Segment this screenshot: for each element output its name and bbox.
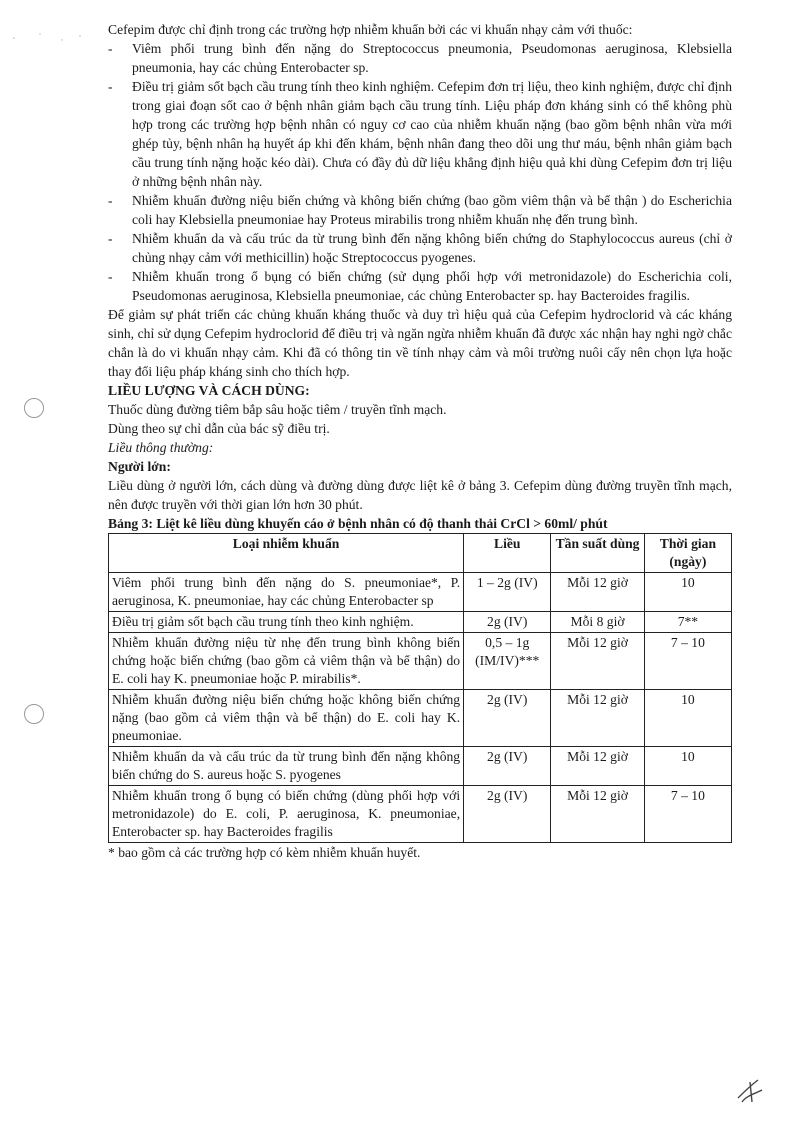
resistance-paragraph: Để giảm sự phát triển các chủng khuẩn kháng thuốc và duy trì hiệu quả của Cefepim hydroclorid và các kháng sinh, chỉ sử dụng Cefepim hydroclorid để điều trị và ngăn ngừa nhiễm khuẩn đã được xác nhận hay nghi ngờ chắc chắn là do vi khuẩn nhạy cảm. Khi đã có thông tin về tính nhạy cảm và môi trường nuôi cấy nên chọn lựa hoặc thay đổi liệu pháp kháng sinh cho thích hợp. [108,307,732,379]
usual-dose-label: Liều thông thường: [108,440,214,455]
punch-hole-icon [24,398,44,418]
table-footnote: * bao gồm cả các trường hợp có kèm nhiễm khuẩn huyết. [108,845,421,860]
table-row: Điều trị giảm sốt bạch cầu trung tính theo kinh nghiệm. 2g (IV) Mỗi 8 giờ 7** [109,612,732,633]
table-row: Nhiễm khuẩn đường niệu từ nhẹ đến trung bình không biến chứng hoặc biến chứng (bao gồm cả viêm thận và bể thận) do E. coli hay K. pneumoniae hoặc P. mirabilis*. 0,5 – 1g (IM/IV)*** Mỗi 12 giờ 7 – 10 [109,633,732,690]
table-row: Nhiễm khuẩn da và cấu trúc da từ trung bình đến nặng không biến chứng do S. aureus hoặc S. pyogenes 2g (IV) Mỗi 12 giờ 10 [109,747,732,786]
indications-intro: Cefepim được chỉ định trong các trường hợp nhiễm khuẩn bởi các vi khuẩn nhạy cảm với thuốc: [108,22,633,37]
list-item: - Nhiễm khuẩn đường niệu biến chứng và không biến chứng (bao gồm viêm thận và bể thận ) do Escherichia coli hay Klebsiella pneumoniae hay Proteus mirabilis trong nhiễm khuẩn nhẹ đến trung bình. [108,193,732,227]
adults-label: Người lớn: [108,459,171,474]
col-header-duration: Thời gian (ngày) [644,534,731,573]
col-header-frequency: Tần suất dùng [551,534,644,573]
dosage-route: Thuốc dùng đường tiêm bắp sâu hoặc tiêm / truyền tĩnh mạch. [108,402,447,417]
table-row: Nhiễm khuẩn đường niệu biến chứng hoặc không biến chứng nặng (bao gồm cả viêm thận và bể thận) do E. coli hay K. pneumoniae. 2g (IV) Mỗi 12 giờ 10 [109,690,732,747]
list-item: - Nhiễm khuẩn da và cấu trúc da từ trung bình đến nặng không biến chứng do Staphylococcus aureus (chỉ ở chủng nhạy cảm với methicillin) hoặc Streptococcus pyogenes. [108,231,732,265]
table-header-row [109,534,732,573]
col-header-infection: Loại nhiễm khuẩn [109,534,464,573]
punch-hole-icon [24,704,44,724]
table-caption: Bảng 3: Liệt kê liều dùng khuyến cáo ở bệnh nhân có độ thanh thải CrCl > 60ml/ phút [108,516,608,531]
dosage-table [108,533,732,843]
list-item: - Điều trị giảm sốt bạch cầu trung tính theo kinh nghiệm. Cefepim đơn trị liệu, theo kinh nghiệm, được chỉ định trong giai đoạn sốt cao ở bệnh nhân giảm bạch cầu trung tính. Liệu pháp đơn kháng sinh có thể không phù hợp trong các trường hợp bệnh nhân có nguy cơ cao của nhiễm khuẩn nặng (bao gồm bệnh nhân vừa mới ghép tủy, bệnh nhân hạ huyết áp khi đến khám, bệnh nhân đang theo dõi ung thư máu, bệnh nhân giảm bạch cầu trung tính nặng hoặc kéo dài). Chưa có đầy đủ dữ liệu khẳng định hiệu quả khi dùng Cefepim đơn trị liệu ở những bệnh nhân này. [108,79,732,189]
table-row: Nhiễm khuẩn trong ổ bụng có biến chứng (dùng phối hợp với metronidazole) do E. coli, P. aeruginosa, K. pneumoniae, Enterobacter sp. hay Bacteroides fragilis 2g (IV) Mỗi 12 giờ 7 – 10 [109,786,732,843]
dosage-instruction: Dùng theo sự chỉ dẫn của bác sỹ điều trị. [108,421,330,436]
adults-text: Liều dùng ở người lớn, cách dùng và đường dùng được liệt kê ở bảng 3. Cefepim dùng đường truyền tĩnh mạch, nên được truyền với thời gian lớn hơn 30 phút. [108,478,732,512]
document-body [108,20,732,862]
table-row: Viêm phổi trung bình đến nặng do S. pneumoniae*, P. aeruginosa, K. pneumoniae, hay các chủng Enterobacter sp 1 – 2g (IV) Mỗi 12 giờ 10 [109,573,732,612]
list-item: - Viêm phổi trung bình đến nặng do Streptococcus pneumonia, Pseudomonas aeruginosa, Klebsiella pneumonia, hay các chủng Enterobacter sp. [108,41,732,75]
col-header-dose: Liều [464,534,551,573]
list-item: - Nhiễm khuẩn trong ổ bụng có biến chứng (sử dụng phối hợp với metronidazole) do Escherichia coli, Pseudomonas aeruginosa, Klebsiella pneumoniae, các chủng Enterobacter sp. hay Bacteroides fragilis. [108,269,732,303]
signature-mark-icon [732,1072,768,1108]
scan-specks [10,28,90,48]
dosage-heading: LIỀU LƯỢNG VÀ CÁCH DÙNG: [108,383,310,398]
